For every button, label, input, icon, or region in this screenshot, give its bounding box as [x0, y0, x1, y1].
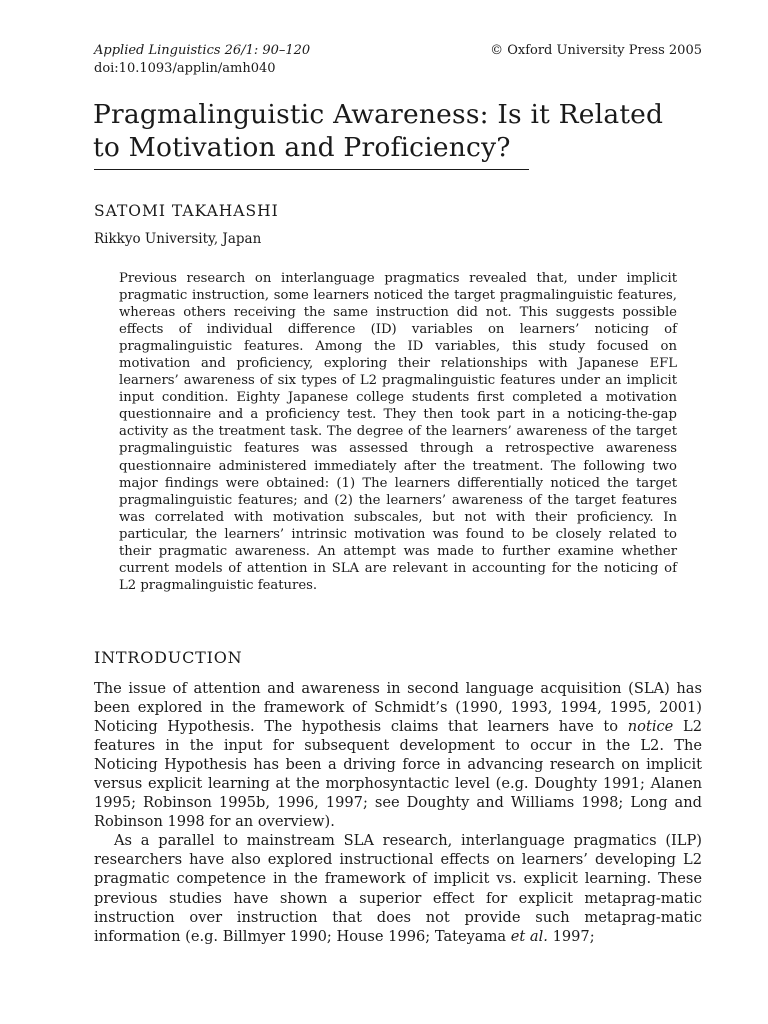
title-line-1: Pragmalinguistic Awareness: Is it Related: [93, 99, 664, 130]
paragraph-2-text-b: 1997;: [547, 927, 595, 945]
journal-citation: Applied Linguistics 26/1: 90–120: [94, 43, 311, 58]
paragraph-2-text-a: As a parallel to mainstream SLA research, interlanguage pragmatics (ILP) researchers have also explored instructional effects on learners’ developing L2 pragmatic competence in the framework of implicit vs. explicit learning. These previous studies have shown a superior effect for explicit metaprag-matic instruction over instruction that does not provide such metaprag-matic information (e.g. Billmyer 1990; House 1996; Tateyama: [94, 832, 702, 945]
paragraph-1: [94, 679, 702, 831]
introduction-body: [94, 679, 702, 946]
paragraph-2: [94, 831, 702, 945]
paragraph-1-text-a: The issue of attention and awareness in second language acquisition (SLA) has been explored in the framework of Schmidt’s (1990, 1993, 1994, 1995, 2001) Noticing Hypothesis. The hypothesis claims that learners have to: [94, 680, 702, 736]
abstract: Previous research on interlanguage pragmatics revealed that, under implicit pragmatic instruction, some learners noticed the target pragmalinguistic features, whereas others receiving the same instruction did not. This suggests possible effects of individual difference (ID) variables on learners’ noticing of pragmalinguistic features. Among the ID variables, this study focused on motivation and proficiency, exploring their relationships with Japanese EFL learners’ awareness of six types of L2 pragmalinguistic features under an implicit input condition. Eighty Japanese college students first completed a motivation questionnaire and a proficiency test. They then took part in a noticing-the-gap activity as the treatment task. The degree of the learners’ awareness of the target pragmalinguistic features was assessed through a retrospective awareness questionnaire administered immediately after the treatment. The following two major findings were obtained: (1) The learners differentially noticed the target pragmalinguistic features; and (2) the learners’ awareness of the target features was correlated with motivation subscales, but not with their proficiency. In particular, the learners’ intrinsic motivation was found to be closely related to their pragmatic awareness. An attempt was made to further examine whether current models of attention in SLA are relevant in accounting for the noticing of L2 pragmalinguistic features.: [119, 271, 677, 593]
introduction-heading: INTRODUCTION: [94, 648, 243, 667]
author-name: SATOMI TAKAHASHI: [94, 202, 279, 220]
emphasis-et-al: et al.: [510, 927, 548, 945]
journal-header: [94, 43, 702, 59]
article-title: [93, 98, 713, 164]
emphasis-notice: notice: [627, 718, 674, 736]
publisher-copyright: © Oxford University Press 2005: [490, 43, 702, 58]
title-divider: [94, 169, 529, 170]
doi[interactable]: doi:10.1093/applin/amh040: [94, 61, 276, 76]
title-line-2: to Motivation and Proficiency?: [93, 132, 511, 163]
author-affiliation: Rikkyo University, Japan: [94, 231, 262, 247]
paragraph-1-text-b: L2 features in the input for subsequent development to occur in the L2. The Noticing Hypothesis has been a driving force in advancing research on implicit versus explicit learning at the morphosyntactic level (e.g. Doughty 1991; Alanen 1995; Robinson 1995b, 1996, 1997; see Doughty and Williams 1998; Long and Robinson 1998 for an overview).: [94, 718, 702, 831]
